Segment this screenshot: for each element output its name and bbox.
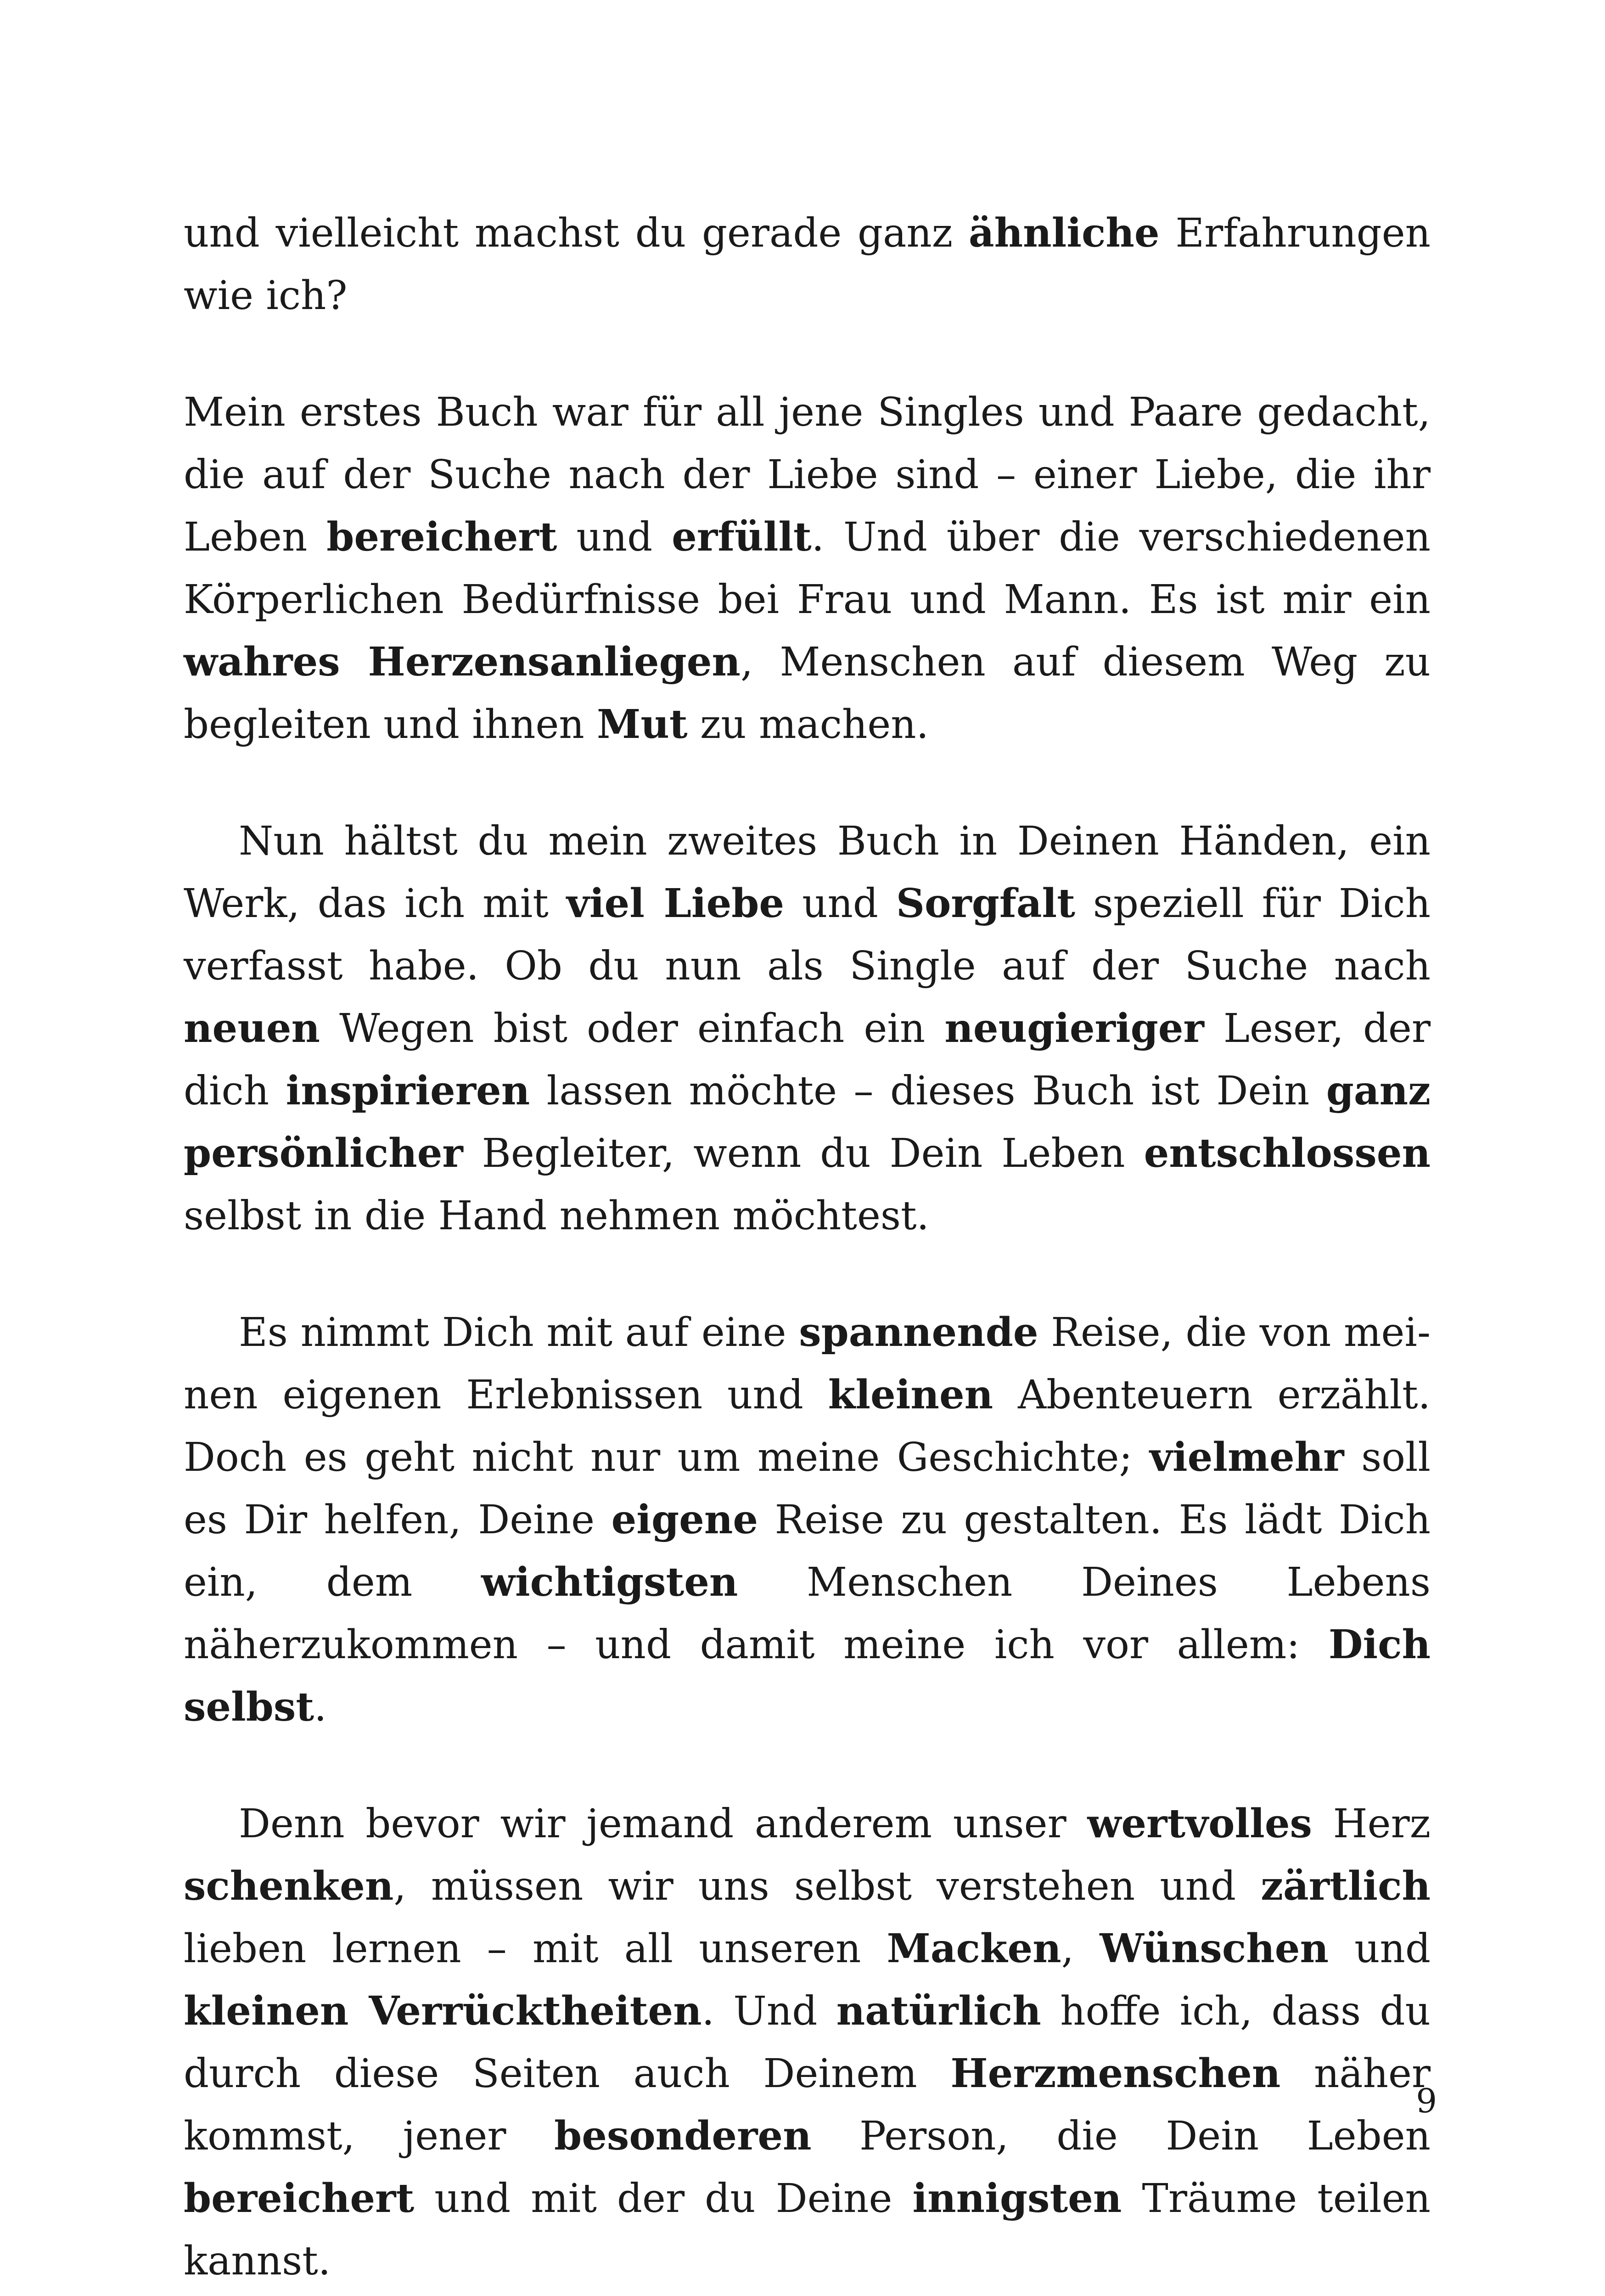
text-run: und (557, 514, 672, 560)
emphasized-text: erfüllt (672, 514, 812, 560)
emphasized-text: zärtlich (1261, 1863, 1431, 1909)
text-run: Leser, der dich (184, 1006, 1431, 1114)
emphasized-text: spannende (799, 1309, 1038, 1356)
text-run: Nun hältst du mein zweites Buch in Deinen Händen, ein Werk, das ich mit (184, 818, 1431, 927)
text-run: selbst in die Hand nehmen möchtest. (184, 1193, 929, 1239)
emphasized-text: inspirieren (286, 1068, 530, 1114)
emphasized-text: kleinen (828, 1372, 993, 1418)
text-run: soll es Dir helfen, Deine (184, 1435, 1431, 1543)
emphasized-text: bereichert (326, 514, 557, 560)
emphasized-text: Wünschen (1100, 1925, 1329, 1972)
text-run: . Und über die verschiedenen Körperlichen Bedürfnisse bei Frau und Mann. Es ist mir ein (184, 514, 1431, 623)
text-run: . Und (701, 1988, 836, 2034)
emphasized-text: natürlich (836, 1988, 1041, 2034)
emphasized-text: besonderen (554, 2113, 812, 2159)
emphasized-text: ganz persönlicher (184, 1068, 1431, 1176)
text-run: und mit der du Deine (414, 2176, 913, 2222)
body-text (184, 202, 1431, 2296)
text-run: Wegen bist oder einfach ein (320, 1006, 945, 1052)
text-run: Denn bevor wir jemand anderem unser (239, 1801, 1088, 1847)
text-run: und (784, 881, 896, 927)
emphasized-text: bereichert (184, 2175, 415, 2222)
text-run: Träume teilen kannst. (184, 2176, 1431, 2284)
emphasized-text: Herzmenschen (950, 2050, 1281, 2097)
paragraph (184, 202, 1431, 327)
text-run: Begleiter, wenn du Dein Leben (463, 1131, 1144, 1176)
text-run: hoffe ich, dass du durch diese Seiten auch Deinem (184, 1988, 1431, 2097)
text-run: Reise, die von meinen eigenen Erlebnissen und (184, 1310, 1431, 1418)
emphasized-text: ähnliche (968, 210, 1160, 256)
emphasized-text: wertvolles (1087, 1801, 1312, 1847)
paragraph (184, 1301, 1431, 1739)
text-run: und vielleicht machst du gerade ganz (184, 210, 969, 256)
text-run: zu machen. (687, 702, 929, 748)
emphasized-text: Dich selbst (184, 1621, 1431, 1730)
text-run: , (1061, 1926, 1100, 1972)
emphasized-text: wahres Herzensanliegen (184, 639, 741, 685)
text-run: Abenteuern erzählt. Doch es geht nicht nur um meine Geschichte; (184, 1372, 1431, 1480)
paragraph (184, 810, 1431, 1247)
text-run: Reise zu gestalten. Es lädt Dich ein, dem (184, 1497, 1431, 1605)
emphasized-text: viel Liebe (566, 880, 785, 927)
emphasized-text: vielmehr (1150, 1434, 1344, 1480)
text-run: näher kommst, jener (184, 2051, 1431, 2159)
text-run: , Menschen auf diesem Weg zu begleiten und ihnen (184, 639, 1431, 748)
paragraph (184, 381, 1431, 756)
text-run: speziell für Dich verfasst habe. Ob du nun als Single auf der Suche nach (184, 881, 1431, 989)
text-run: Herz (1312, 1801, 1431, 1847)
emphasized-text: Sorgfalt (896, 880, 1075, 927)
emphasized-text: kleinen Verrücktheiten (184, 1988, 702, 2034)
text-run: und (1328, 1926, 1431, 1972)
text-run: lieben lernen – mit all unseren (184, 1926, 887, 1972)
text-run: , müssen wir uns selbst verstehen und (393, 1863, 1261, 1909)
emphasized-text: neugieriger (944, 1005, 1204, 1052)
emphasized-text: schenken (184, 1863, 394, 1909)
text-run: Person, die Dein Leben (811, 2113, 1431, 2159)
text-run: Menschen Deines Lebens näherzukommen – und damit meine ich vor allem: (184, 1559, 1431, 1668)
text-run: Mein erstes Buch war für all jene Singles und Paare gedacht, die auf der Suche nach der Liebe sind – einer Liebe, die ihr Leben (184, 389, 1431, 560)
text-run: lassen möchte – dieses Buch ist Dein (530, 1068, 1326, 1114)
emphasized-text: innigsten (912, 2175, 1122, 2222)
paragraph (184, 1793, 1431, 2292)
emphasized-text: Macken (887, 1925, 1061, 1972)
text-run: Es nimmt Dich mit auf eine (239, 1310, 799, 1356)
emphasized-text: entschlossen (1144, 1130, 1431, 1176)
text-run: . (314, 1684, 327, 1730)
page-number: 9 (1416, 2082, 1437, 2120)
emphasized-text: Mut (597, 701, 688, 748)
emphasized-text: neuen (184, 1005, 320, 1052)
text-run: Erfahrungen wie ich? (184, 210, 1431, 319)
emphasized-text: eigene (611, 1497, 758, 1543)
emphasized-text: wichtigsten (481, 1559, 738, 1605)
